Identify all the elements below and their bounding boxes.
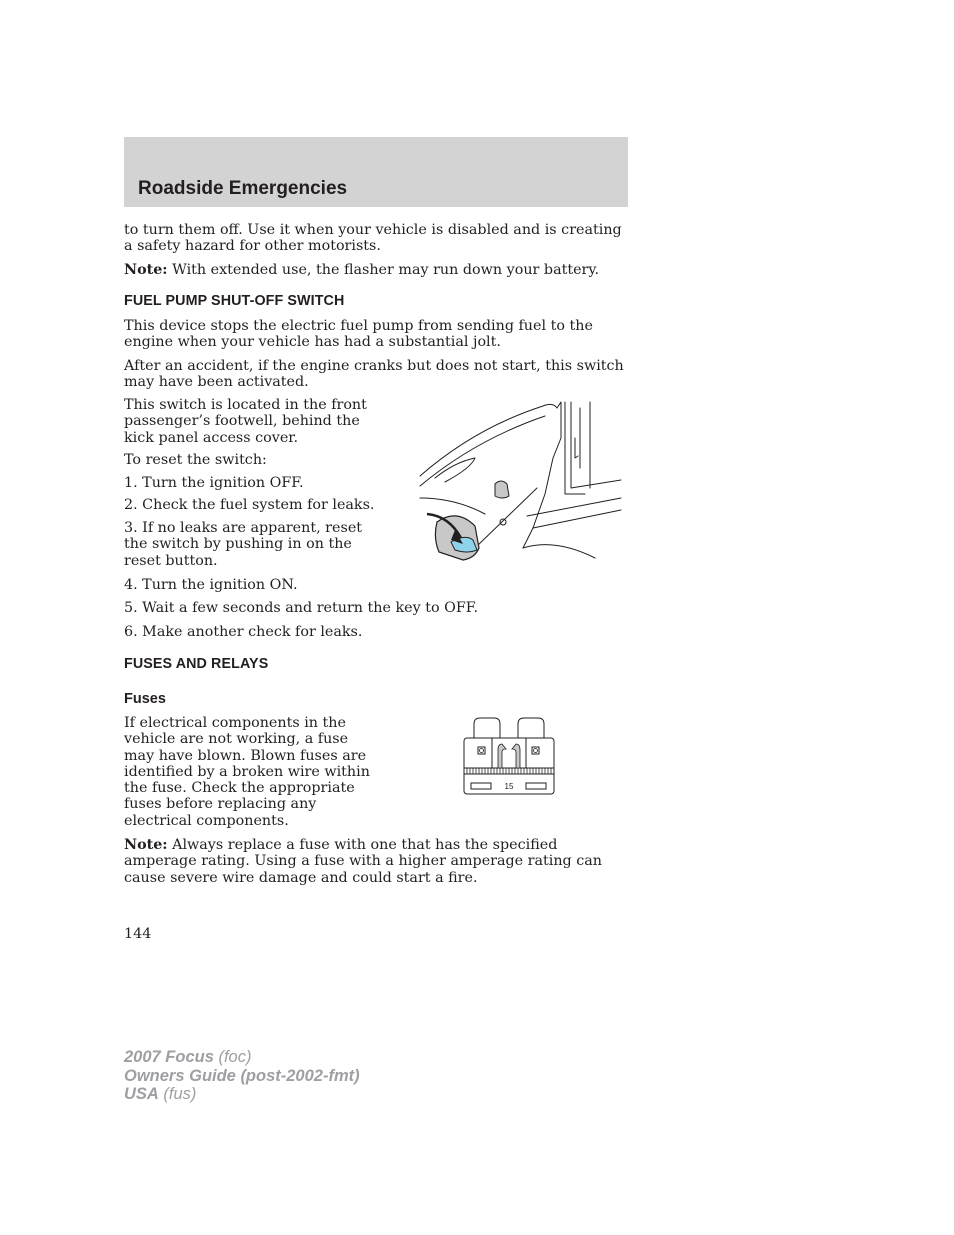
page-number: 144 xyxy=(124,926,152,942)
footer-guide: Owners Guide (post-2002-fmt) xyxy=(124,1066,360,1085)
reset-step: 6. Make another check for leaks. xyxy=(124,624,363,640)
fuel-pump-para-2: After an accident, if the engine cranks but does not start, this switch may have been activated. xyxy=(124,358,624,391)
note-label: Note: xyxy=(124,837,168,853)
fuel-pump-switch-illustration xyxy=(415,398,625,564)
reset-step: 2. Check the fuel system for leaks. xyxy=(124,497,375,513)
footer-market: USA xyxy=(124,1085,159,1103)
section-header-band xyxy=(124,137,628,207)
reset-step: 1. Turn the ignition OFF. xyxy=(124,475,304,491)
fuse-rating-label: 15 xyxy=(504,782,514,791)
footer-model-code: (foc) xyxy=(213,1048,252,1066)
fuel-pump-heading: FUEL PUMP SHUT-OFF SWITCH xyxy=(124,293,345,309)
fuel-pump-para-3: This switch is located in the front passenger’s footwell, behind the kick panel access cover. xyxy=(124,397,367,446)
section-title: Roadside Emergencies xyxy=(138,178,348,199)
fuses-subheading: Fuses xyxy=(124,691,166,707)
fuel-pump-para-1: This device stops the electric fuel pump from sending fuel to the engine when your vehicle has had a substantial jolt. xyxy=(124,318,593,351)
note-text: Always replace a fuse with one that has the specified amperage rating. Using a fuse with a higher amperage rating can cause severe wire damage and could start a fire. xyxy=(124,837,602,886)
reset-step: 5. Wait a few seconds and return the key to OFF. xyxy=(124,600,479,616)
reset-step: 3. If no leaks are apparent, reset the switch by pushing in on the reset button. xyxy=(124,520,363,569)
document-footer xyxy=(124,1048,360,1104)
note-text: With extended use, the flasher may run down your battery. xyxy=(167,262,600,278)
fuses-para-1: If electrical components in the vehicle are not working, a fuse may have blown. Blown fuses are identified by a broken wire within the fuse. Check the appropriate fuses before replacing any electrical components. xyxy=(124,715,370,829)
note-label: Note: xyxy=(124,262,168,278)
reset-intro: To reset the switch: xyxy=(124,452,267,468)
footer-model: 2007 Focus xyxy=(124,1048,214,1066)
reset-step: 4. Turn the ignition ON. xyxy=(124,577,298,593)
fuse-illustration xyxy=(462,716,556,796)
fuses-relays-heading: FUSES AND RELAYS xyxy=(124,656,269,672)
intro-note xyxy=(124,262,628,278)
footer-market-code: (fus) xyxy=(158,1085,197,1103)
fuses-note xyxy=(124,837,628,886)
intro-continuation: to turn them off. Use it when your vehicle is disabled and is creating a safety hazard for other motorists. xyxy=(124,222,622,255)
